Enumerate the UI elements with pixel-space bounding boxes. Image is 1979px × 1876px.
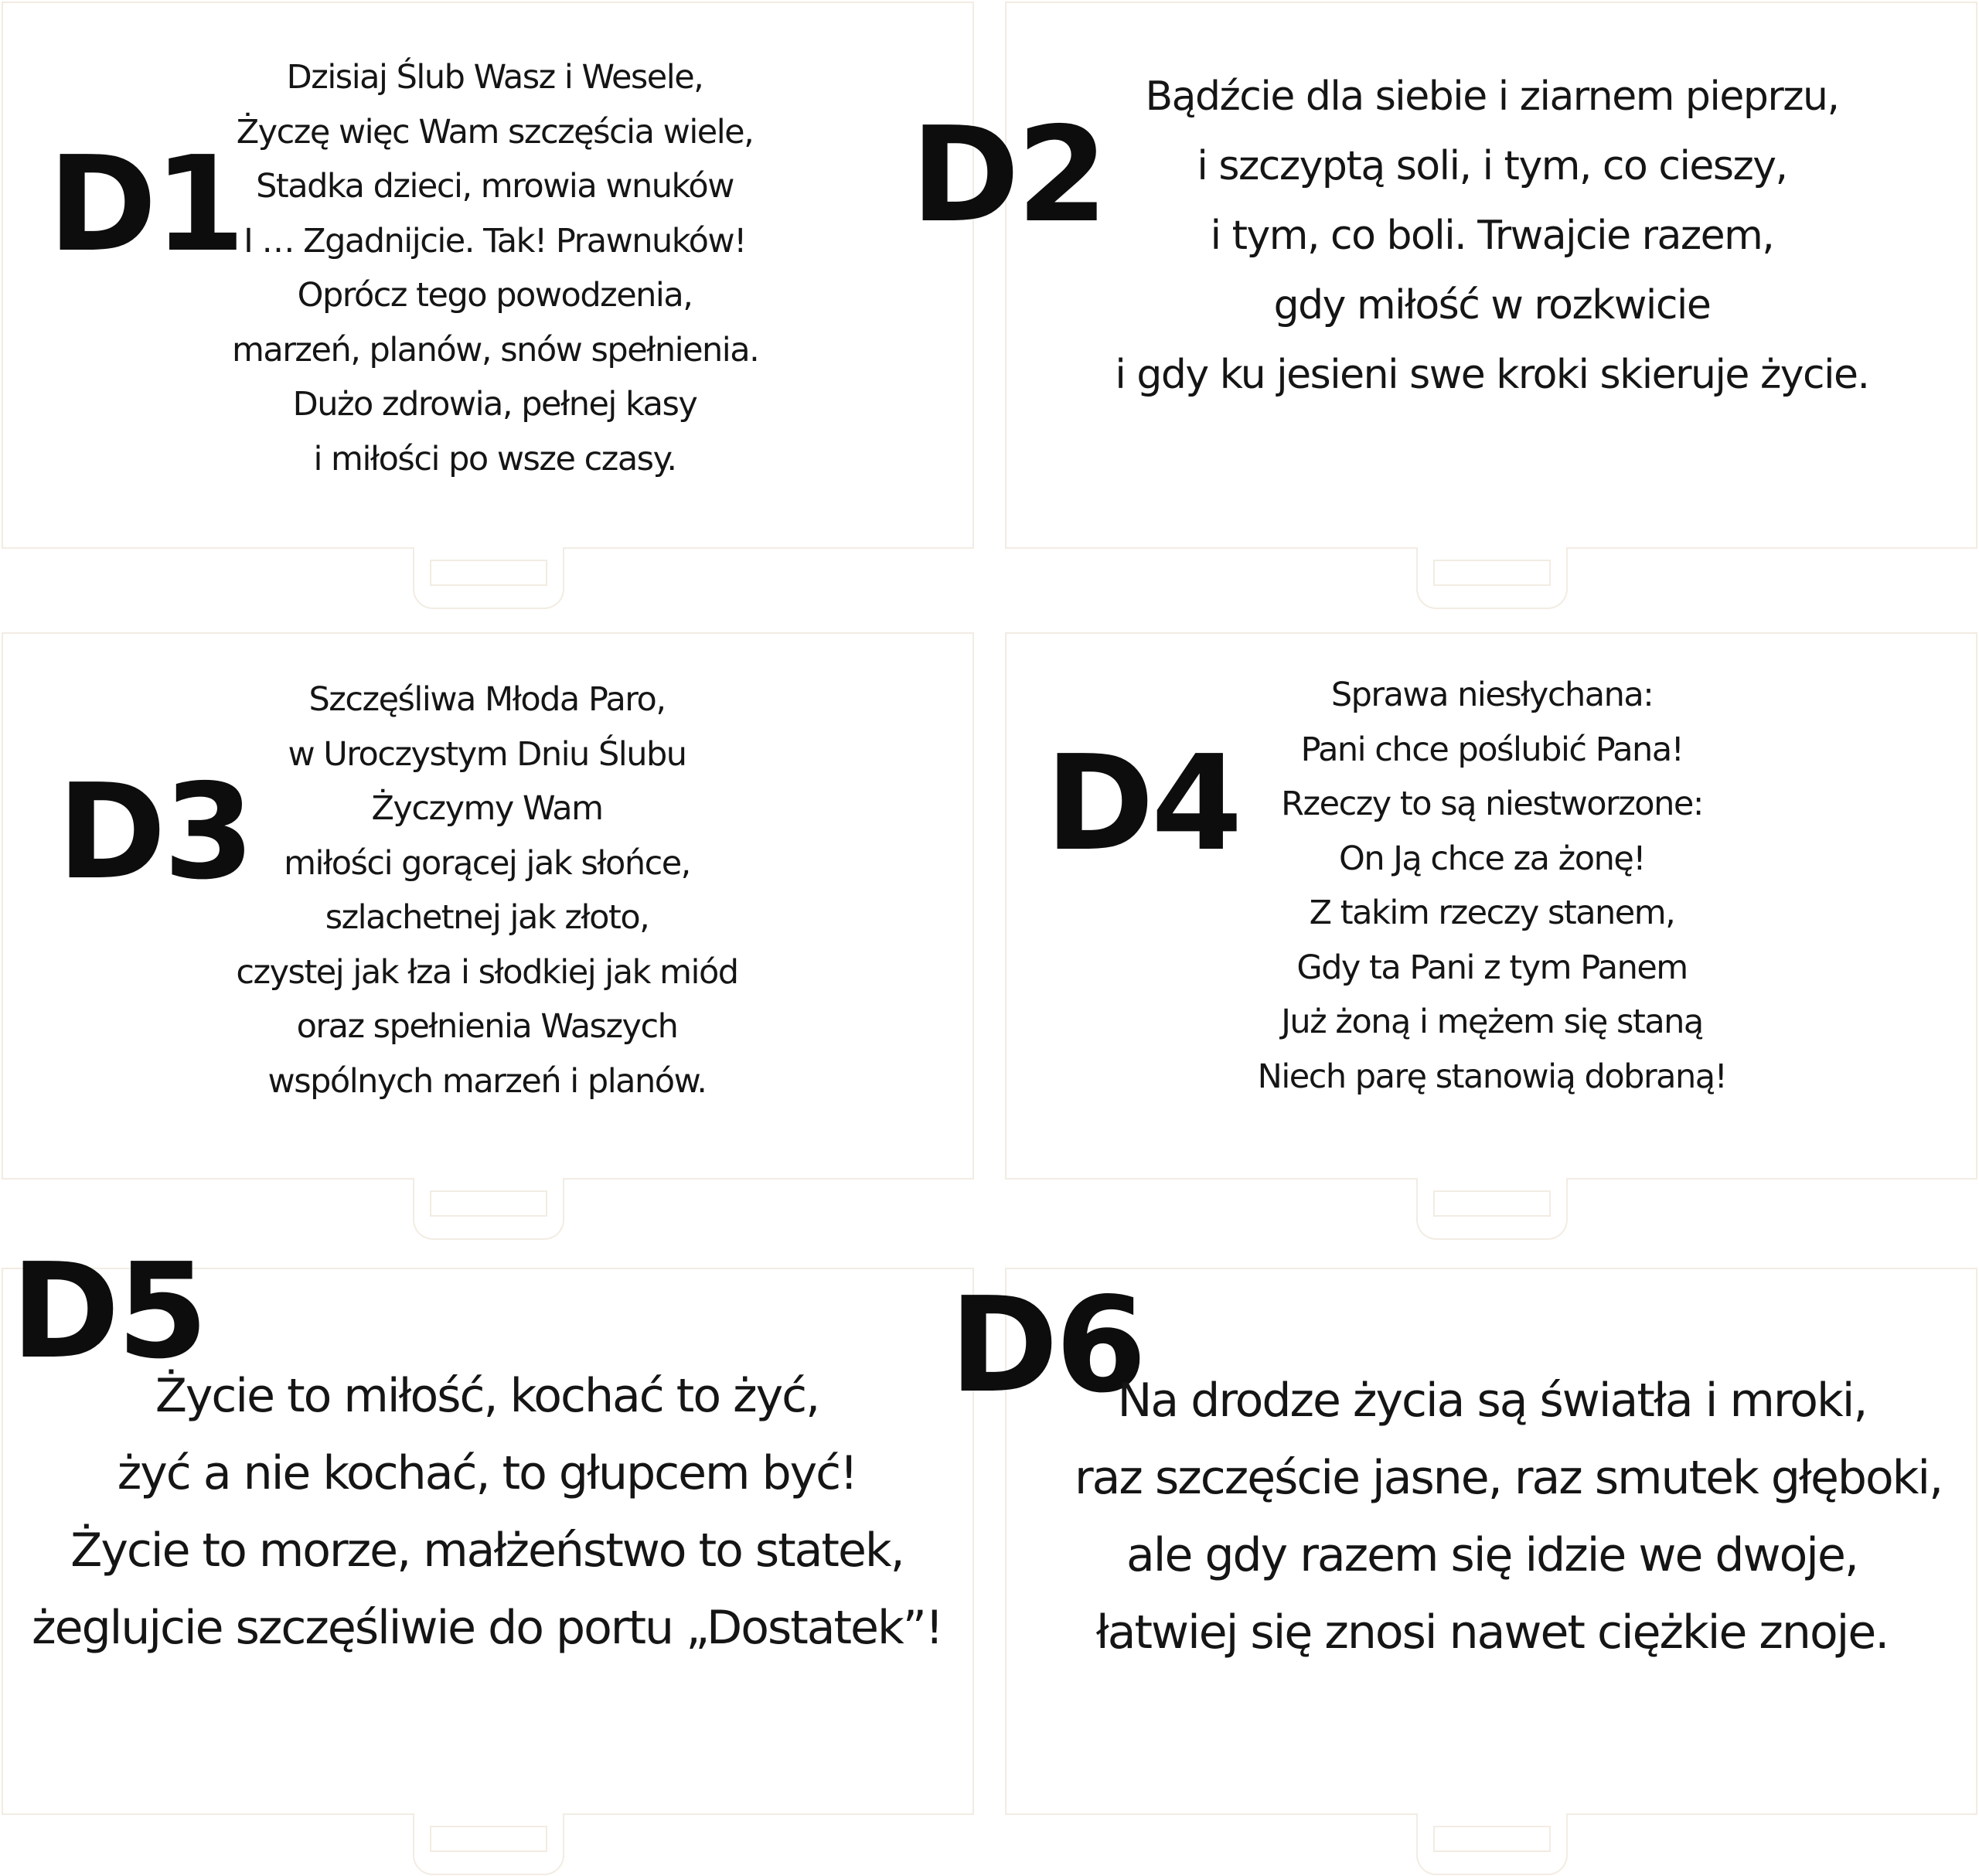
tab-slot xyxy=(1433,1190,1551,1217)
poem-line: Życie to miłość, kochać to żyć, xyxy=(155,1369,819,1423)
poem-line: Oprócz tego powodzenia, xyxy=(297,276,693,315)
tab-slot xyxy=(1433,1826,1551,1852)
poem-line: miłości gorącej jak słońce, xyxy=(284,843,690,883)
poem-line: łatwiej się znosi nawet ciężkie znoje. xyxy=(1095,1605,1889,1660)
card-poem xyxy=(1090,62,1894,410)
tab-slot xyxy=(1433,560,1551,586)
poem-line: ale gdy razem się idzie we dwoje, xyxy=(1126,1528,1858,1582)
poem-line: żeglujcie szczęśliwie do portu „Dostatek”! xyxy=(32,1601,942,1655)
poem-line: szlachetnej jak złoto, xyxy=(325,898,649,937)
tab-slot xyxy=(430,1190,547,1217)
poem-line: oraz spełnienia Waszych xyxy=(296,1007,678,1046)
card-code: D2 xyxy=(911,99,1105,252)
card-poem xyxy=(1237,668,1747,1104)
poem-line: Życzę więc Wam szczęścia wiele, xyxy=(236,112,754,152)
poem-line: i szczyptą soli, i tym, co cieszy, xyxy=(1197,143,1787,189)
tab-slot xyxy=(430,1826,547,1852)
poem-line: Sprawa niesłychana: xyxy=(1330,676,1654,714)
tab-slot xyxy=(430,560,547,586)
poem-line: żyć a nie kochać, to głupcem być! xyxy=(117,1446,857,1500)
card-d2-tab xyxy=(1416,547,1568,609)
poem-line: w Uroczystym Dniu Ślubu xyxy=(288,734,686,774)
card-code: D6 xyxy=(949,1269,1144,1422)
poem-line: Już żoną i mężem się staną xyxy=(1281,1003,1703,1041)
poem-line: Niech parę stanowią dobraną! xyxy=(1257,1057,1727,1096)
card-code: D3 xyxy=(57,756,252,909)
poem-line: marzeń, planów, snów spełnienia. xyxy=(232,330,759,369)
poem-line: I … Zgadnijcie. Tak! Prawnuków! xyxy=(244,221,746,260)
card-d5-tab xyxy=(413,1813,564,1875)
card-d1-tab xyxy=(413,547,564,609)
poem-line: Szczęśliwa Młoda Paro, xyxy=(308,680,666,719)
card-d3-tab xyxy=(413,1178,564,1240)
poem-line: gdy miłość w rozkwicie xyxy=(1273,282,1711,329)
poem-line: Pani chce poślubić Pana! xyxy=(1300,730,1684,769)
poem-line: Dużo zdrowia, pełnej kasy xyxy=(292,385,697,424)
poem-line: wspólnych marzeń i planów. xyxy=(267,1061,707,1101)
card-d4-tab xyxy=(1416,1178,1568,1240)
poem-line: Życzymy Wam xyxy=(371,789,603,828)
poem-line: czystej jak łza i słodkiej jak miód xyxy=(236,952,738,992)
card-code: D5 xyxy=(11,1235,206,1388)
poem-line: Z takim rzeczy stanem, xyxy=(1309,894,1675,932)
poem-line: i tym, co boli. Trwajcie razem, xyxy=(1210,213,1774,259)
poem-line: raz szczęście jasne, raz smutek głęboki, xyxy=(1075,1451,1943,1505)
poem-line: i miłości po wsze czasy. xyxy=(313,439,676,478)
poem-line: Dzisiaj Ślub Wasz i Wesele, xyxy=(286,58,703,97)
poem-line: Gdy ta Pani z tym Panem xyxy=(1296,948,1688,987)
card-poem xyxy=(232,50,758,486)
card-poem xyxy=(1075,1362,1943,1671)
card-poem xyxy=(31,1357,943,1667)
poem-line: i gdy ku jesieni swe kroki skieruje życie. xyxy=(1115,352,1869,398)
card-d6-tab xyxy=(1416,1813,1568,1875)
poem-line: On Ją chce za żonę! xyxy=(1338,839,1646,878)
poem-line: Bądźcie dla siebie i ziarnem pieprzu, xyxy=(1145,73,1839,120)
card-code: D1 xyxy=(48,128,243,281)
poem-line: Na drodze życia są światła i mroki, xyxy=(1117,1374,1867,1428)
poem-line: Stadka dzieci, mrowia wnuków xyxy=(256,167,734,206)
poem-line: Życie to morze, małżeństwo to statek, xyxy=(70,1524,904,1578)
card-poem xyxy=(224,672,750,1108)
poem-line: Rzeczy to są niestworzone: xyxy=(1281,785,1703,823)
card-code: D4 xyxy=(1045,727,1240,880)
